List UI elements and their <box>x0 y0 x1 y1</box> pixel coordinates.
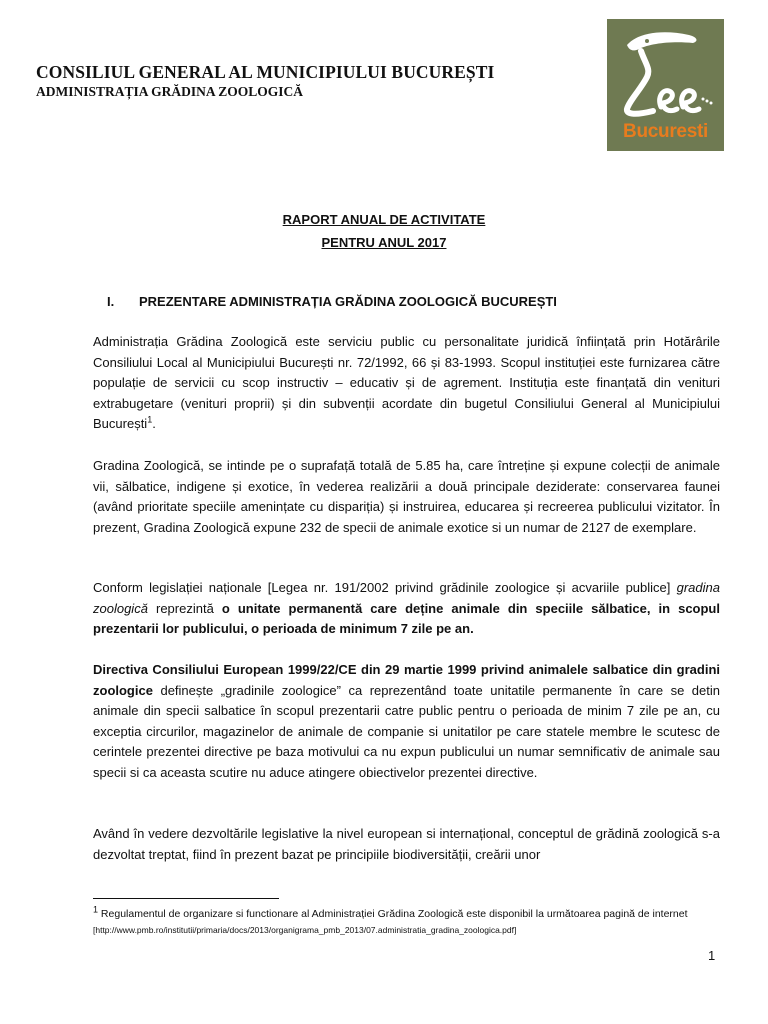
footnote-text: Regulamentul de organizare si functionare al Administrației Grădina Zoologică este disponibil la următoarea pagină de internet <box>98 908 688 920</box>
paragraph-4 <box>93 660 720 783</box>
paragraph-3-intro: Conform legislației naționale [Legea nr. 191/2002 privind grădinile zoologice și acvariile publice] <box>93 580 677 595</box>
footnote-separator <box>93 898 279 899</box>
report-title: RAPORT ANUAL DE ACTIVITATE <box>282 212 486 227</box>
footnote-link[interactable]: [http://www.pmb.ro/institutii/primaria/docs/2013/organigrama_pmb_2013/07.administratia_gradina_zoologica.pdf] <box>93 925 517 935</box>
paragraph-2: Gradina Zoologică, se intinde pe o suprafață totală de 5.85 ha, care întreține și expune colecții de animale vii, sălbatice, indigene și exotice, în vederea realizării a două principale deziderate: conservarea faunei (având prioritate speciile amenințate cu dispariția) și instruirea, educarea și recreerea publicului vizitator. În prezent, Gradina Zoologică expune 232 de specii de animale exotice si un numar de 2127 de exemplare. <box>93 458 720 535</box>
header-administration-name: ADMINISTRAȚIA GRĂDINA ZOOLOGICĂ <box>36 84 304 99</box>
paragraph-3-italic-term: gradina zoologică <box>93 580 720 616</box>
paragraph-5: Având în vedere dezvoltările legislative la nivel european si internațional, conceptul de grădină zoologică s-a dezvoltat treptat, fiind în prezent bazat pe principiile biodiversității, creării unor <box>93 826 720 862</box>
paragraph-3 <box>93 578 720 640</box>
section-number: I. <box>107 294 115 309</box>
report-year: PENTRU ANUL 2017 <box>321 235 447 250</box>
institution-header <box>36 62 494 100</box>
section-heading <box>107 294 557 309</box>
zoo-logo-text: Bucuresti <box>623 121 708 142</box>
paragraph-4-directive: Directiva Consiliului European 1999/22/CE din 29 martie 1999 privind animalele salbatice din gradini zoologice <box>93 662 720 698</box>
section-title: PREZENTARE ADMINISTRAȚIA GRĂDINA ZOOLOGICĂ BUCUREȘTI <box>139 294 557 309</box>
paragraph-1 <box>93 332 720 435</box>
footnote-number: 1 <box>93 904 99 915</box>
footnote-reference[interactable]: 1 <box>147 414 153 425</box>
header-council-name: CONSILIUL GENERAL AL MUNICIPIULUI BUCUREȘTI <box>36 62 495 82</box>
paragraph-4-text: definește „gradinile zoologice” ca reprezentând toate unitatile permanente în care se detin animale din specii salbatice în scopul prezentarii catre public pentru o perioada de minim 7 zile pe an, cu exceptia circurilor, magazinelor de animale de companie si unitatilor pe care statele membre le scutesc de cerintele prezentei directive pe baza motivului ca nu expun publicului un numar semnificativ de animale sau specii si ca aceasta scutire nu aduce atingere obiectivelor prezentei directive. <box>93 682 720 780</box>
page-number: 1 <box>708 948 716 963</box>
paragraph-1-end: . <box>152 416 156 431</box>
paragraph-3-definition: o unitate permanentă care deține animale din speciile sălbatice, in scopul prezentarii lor publicului, o perioada de minimum 7 zile pe an. <box>93 600 720 636</box>
footnote <box>93 906 723 938</box>
zoo-logo <box>607 19 724 151</box>
paragraph-3-connector: reprezintă <box>147 600 222 616</box>
paragraph-1-text: Administrația Grădina Zoologică este serviciu public cu personalitate juridică înființată prin Hotărârile Consiliului Local al Municipiului București nr. 72/1992, 66 și 83-1993. Scopul instituției este furnizarea către populație de servicii cu scop instructiv – educativ și de agrement. Instituția este finanțată din venituri extrabugetare (venituri proprii) și din subvenții acordate din bugetul Consiliului General al Municipiului București <box>93 334 720 431</box>
